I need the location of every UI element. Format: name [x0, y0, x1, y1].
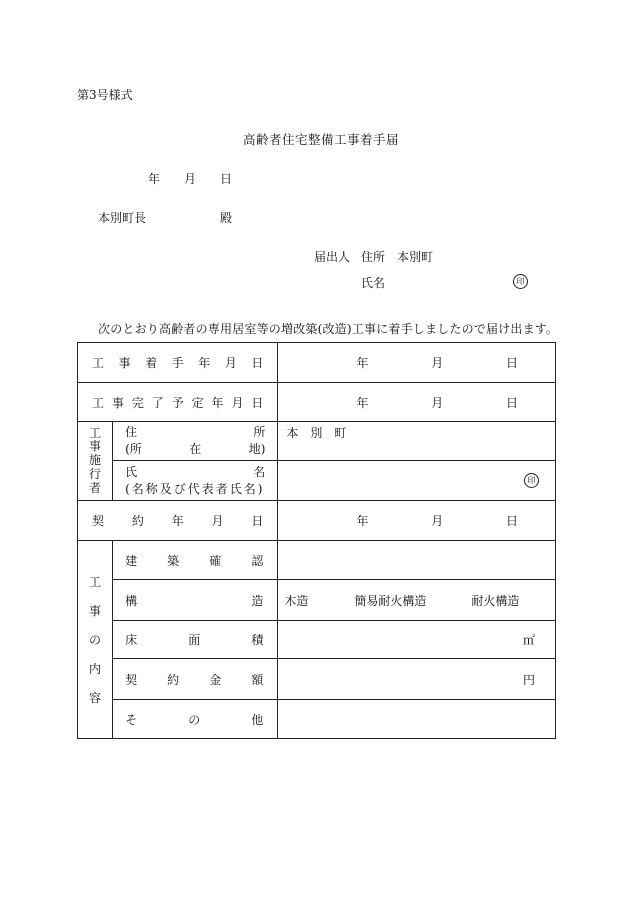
- intro-text: 次のとおり高齢者の専用居室等の増改築(改造)工事に着手しましたので届け出ます。: [98, 322, 559, 336]
- row-contractor-name: [78, 461, 556, 501]
- start-date-field[interactable]: 年 月 日: [278, 343, 556, 383]
- building-confirmation-label: 建 築 確 認: [113, 541, 278, 580]
- row-structure: [78, 580, 556, 621]
- applicant-address-value: 本別町: [397, 250, 434, 264]
- contract-amount-unit: 円: [522, 672, 535, 687]
- addressee: 本別町長: [98, 211, 147, 225]
- contractor-address-label: 住 所 (所 在 地): [113, 422, 278, 461]
- structure-option-semi-fireproof[interactable]: 簡易耐火構造: [354, 593, 427, 608]
- contractor-group-label: 工 事 施 行 者: [78, 422, 113, 501]
- contractor-address-value: 本 別 町: [286, 426, 347, 440]
- row-contractor-address: [78, 422, 556, 461]
- content-group-label: 工 事 の 内 容: [78, 541, 113, 739]
- applicant-address-label: 住所: [361, 250, 386, 264]
- form-number: 第3号様式: [77, 88, 133, 102]
- other-label: そ の 他: [113, 700, 278, 739]
- applicant-label: 届出人: [314, 250, 351, 264]
- contract-amount-field[interactable]: [278, 659, 556, 700]
- row-contract-amount: [78, 659, 556, 700]
- floor-area-label: 床 面 積: [113, 621, 278, 659]
- contract-date-field[interactable]: 年 月 日: [278, 501, 556, 541]
- applicant-name-label: 氏名: [361, 276, 386, 290]
- structure-label: 構 造: [113, 580, 278, 621]
- row-building-confirmation: [78, 541, 556, 580]
- floor-area-unit: ㎡: [522, 633, 535, 647]
- building-confirmation-field[interactable]: [278, 541, 556, 580]
- contractor-name-field[interactable]: [278, 461, 556, 501]
- structure-field[interactable]: [278, 580, 556, 621]
- row-end-date: [78, 383, 556, 422]
- document-title: 高齢者住宅整備工事着手届: [243, 132, 400, 147]
- honorific: 殿: [220, 211, 233, 225]
- end-date-field[interactable]: 年 月 日: [278, 383, 556, 422]
- application-form-table: [77, 342, 556, 739]
- start-date-label: 工 事 着 手 年 月 日: [78, 343, 278, 383]
- date-day-label: 日: [220, 172, 233, 186]
- contract-date-label: 契 約 年 月 日: [78, 501, 278, 541]
- structure-option-wood[interactable]: 木造: [284, 593, 309, 608]
- contractor-seal-mark: 印: [524, 473, 539, 488]
- date-month-label: 月: [184, 172, 197, 186]
- contractor-address-field[interactable]: [278, 422, 556, 461]
- other-field[interactable]: [278, 700, 556, 739]
- date-year-label: 年: [148, 172, 161, 186]
- end-date-label: 工 事 完 了 予 定 年 月 日: [78, 383, 278, 422]
- row-contract-date: [78, 501, 556, 541]
- row-start-date: [78, 343, 556, 383]
- row-other: [78, 700, 556, 739]
- row-floor-area: [78, 621, 556, 659]
- structure-option-fireproof[interactable]: 耐火構造: [471, 593, 520, 608]
- contractor-name-label: 氏 名 (名称及び代表者氏名): [113, 461, 278, 501]
- seal-mark: 印: [513, 274, 528, 289]
- contract-amount-label: 契 約 金 額: [113, 659, 278, 700]
- floor-area-field[interactable]: [278, 621, 556, 659]
